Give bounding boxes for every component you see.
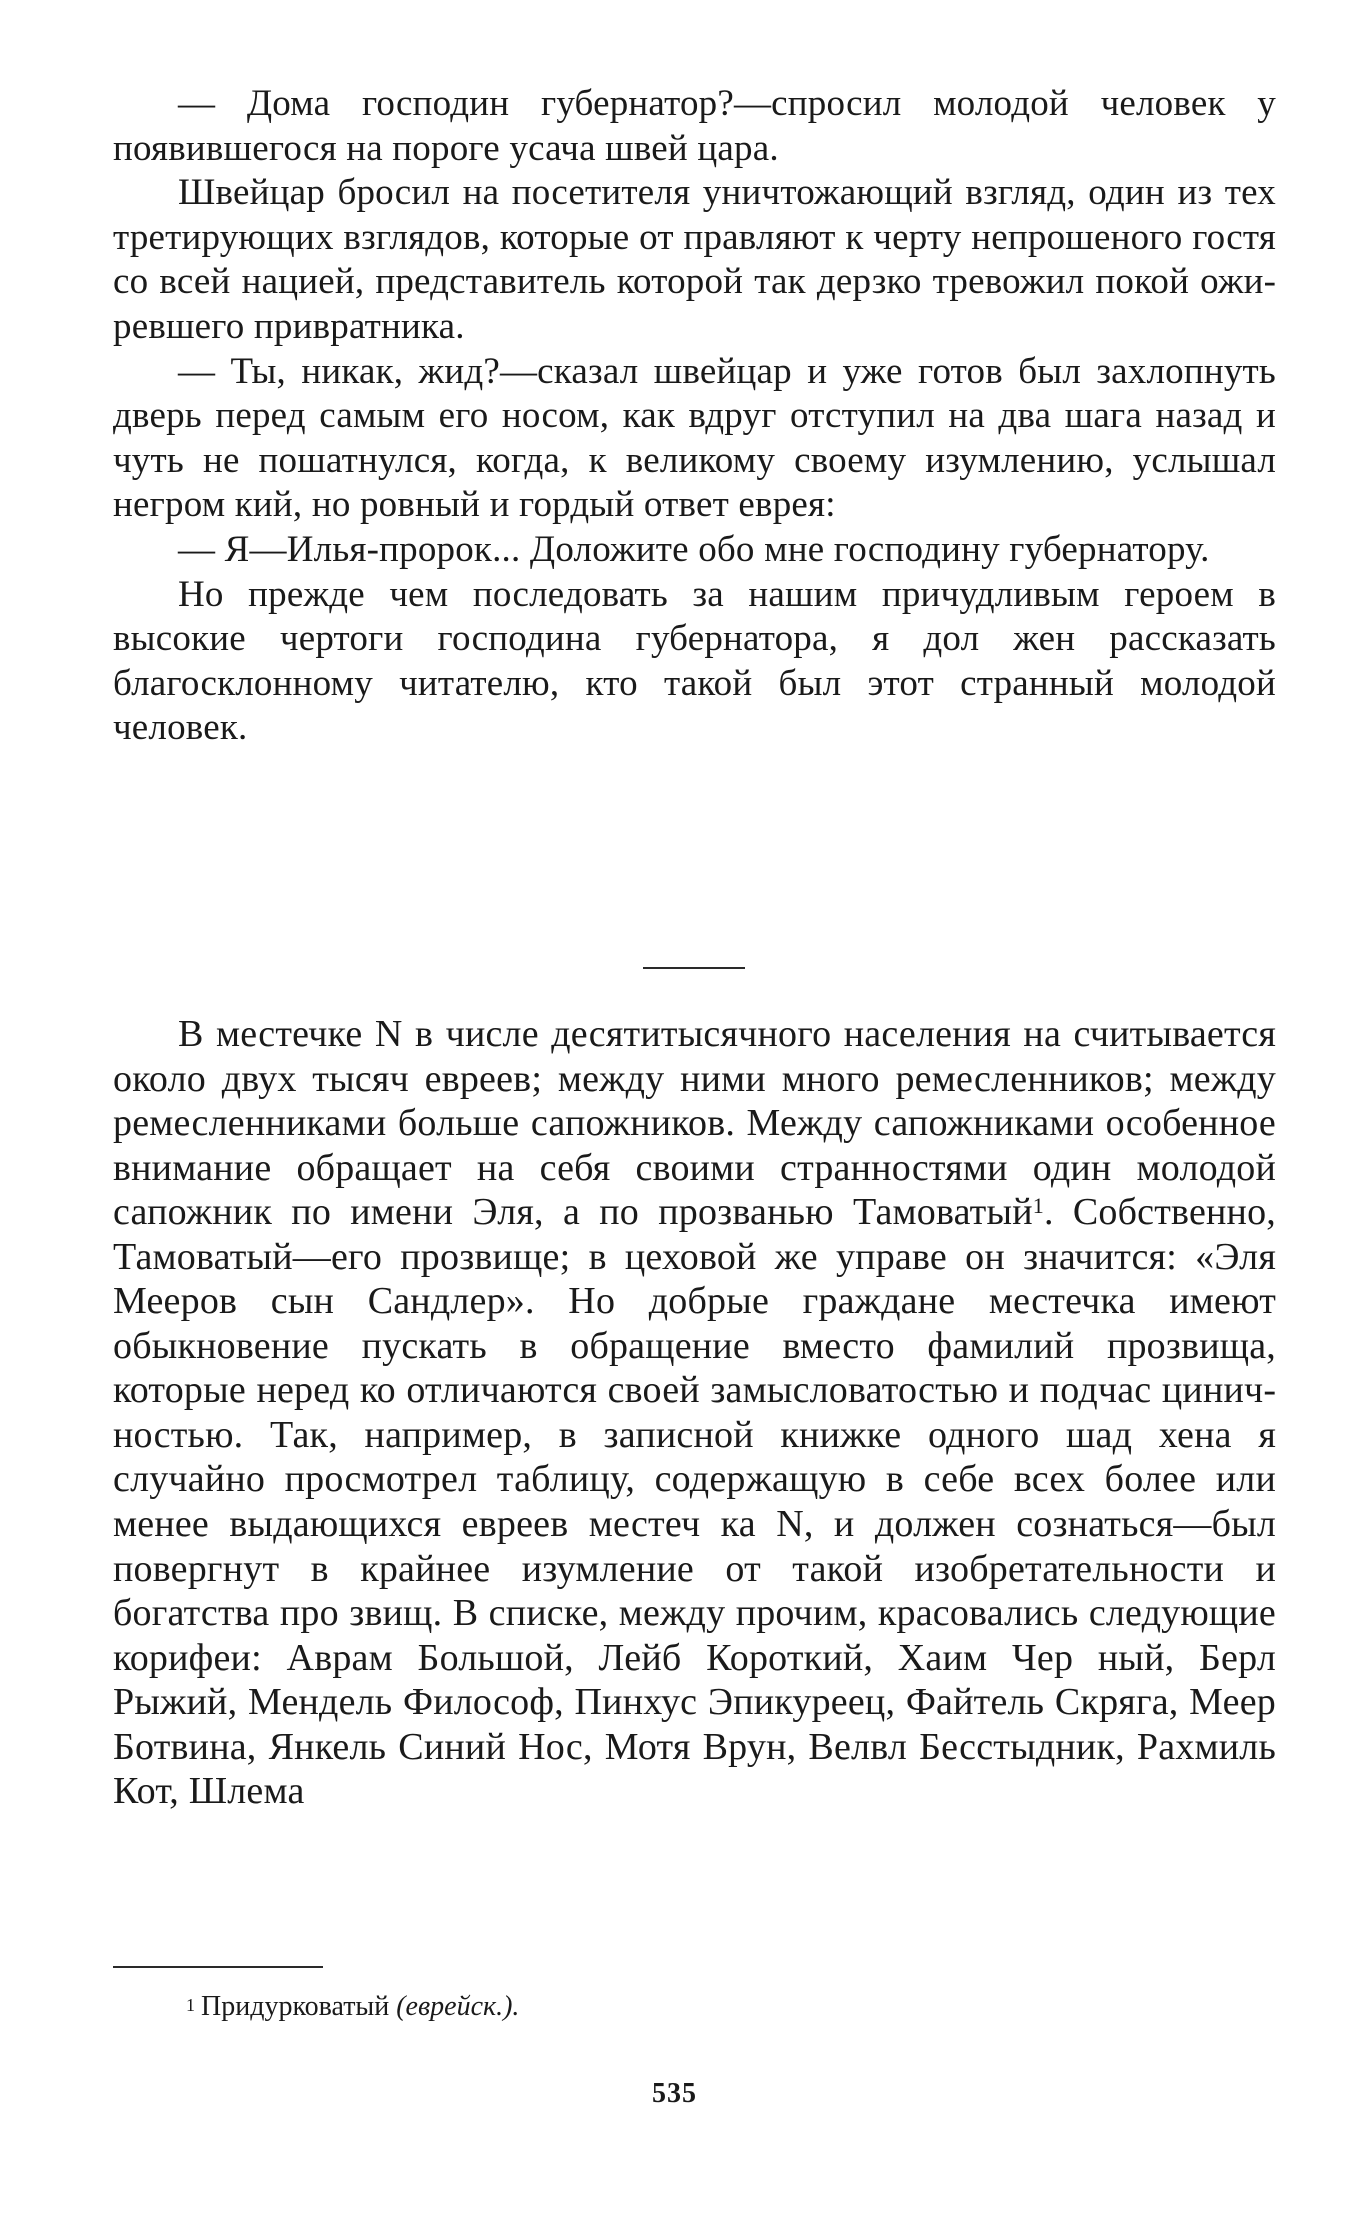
paragraph-doorman-glance: Швейцар бросил на посетителя уничтожающий взгляд, один из тех третирующих взглядов, которые от правляют к черту непрошеного гостя со всей нацией, представитель которой так дерзко тревожил покой ожи ревшего привратника. [113,172,1276,347]
footnote-divider [113,1966,323,1968]
paragraph-narrator-aside: Но прежде чем последовать за нашим причудливым героем в высокие чертоги господина губернатора, я дол жен рассказать благосклонному читателю, кто такой был этот странный молодой человек. [113,573,1276,749]
footnote-note: (еврейск.). [396,1991,520,2022]
footnote [186,1990,519,2024]
opening-section [113,82,1276,751]
section-divider [643,967,745,969]
page-number: 535 [652,2078,697,2109]
footnote-text: Придурковатый [201,1991,390,2022]
main-section [113,1012,1276,1814]
footnote-marker: 1 [186,1995,195,2015]
main-text-part-2: . Собственно, Тамоватый—его прозвище; в цеховой же управе он значится: «Эля Мееров сын Сандлер». Но добрые граждане местечка имеют обыкновение пускать в обращение вместо фамилий прозвища, которые неред ко отличаются своей замысловатостью и подчас цинич ностью. Так, например, в записной книжке одного шад хена я случайно просмотрел таблицу, содержащую в себе всех более или менее выдающихся евреев местеч ка N, и должен сознаться—был повергнут в крайнее изумление от такой изобретательности и богатства про звищ. В списке, между прочим, красовались следующие корифеи: Аврам Большой, Лейб Короткий, Хаим Чер ный, Берл Рыжий, Мендель Философ, Пинхус Эпикуреец, Файтель Скряга, Меер Ботвина, Янкель Синий Нос, Мотя Врун, Велвл Бесстыдник, Рахмиль Кот, Шлема [113,1191,1276,1813]
main-text-part-1: В местечке N в числе десятитысячного населения на считывается около двух тысяч евреев; между ними много ремесленников; между ремесленниками больше сапожников. Между сапожниками особенное внимание обращает на себя своими странностями один молодой сапожник по имени Эля, а по прозванью Тамоватый [113,1013,1276,1234]
paragraph-doorman-reply: — Ты, никак, жид?—сказал швейцар и уже готов был захлопнуть дверь перед самым его носом, как вдруг отступил на два шага назад и чуть не пошатнулся, когда, к великому своему изумлению, услышал негром кий, но ровный и гордый ответ еврея: [113,350,1276,526]
paragraph-shtetl-description [113,1012,1276,1814]
paragraph-prophet-answer: — Я—Илья-пророк... Доложите обо мне господину губернатору. [178,528,1210,570]
footnote-reference: 1 [1032,1193,1044,1219]
paragraph-governor-question: — Дома господин губернатор?—спросил молодой человек у появившегося на пороге усача швей цара. [113,83,1276,169]
